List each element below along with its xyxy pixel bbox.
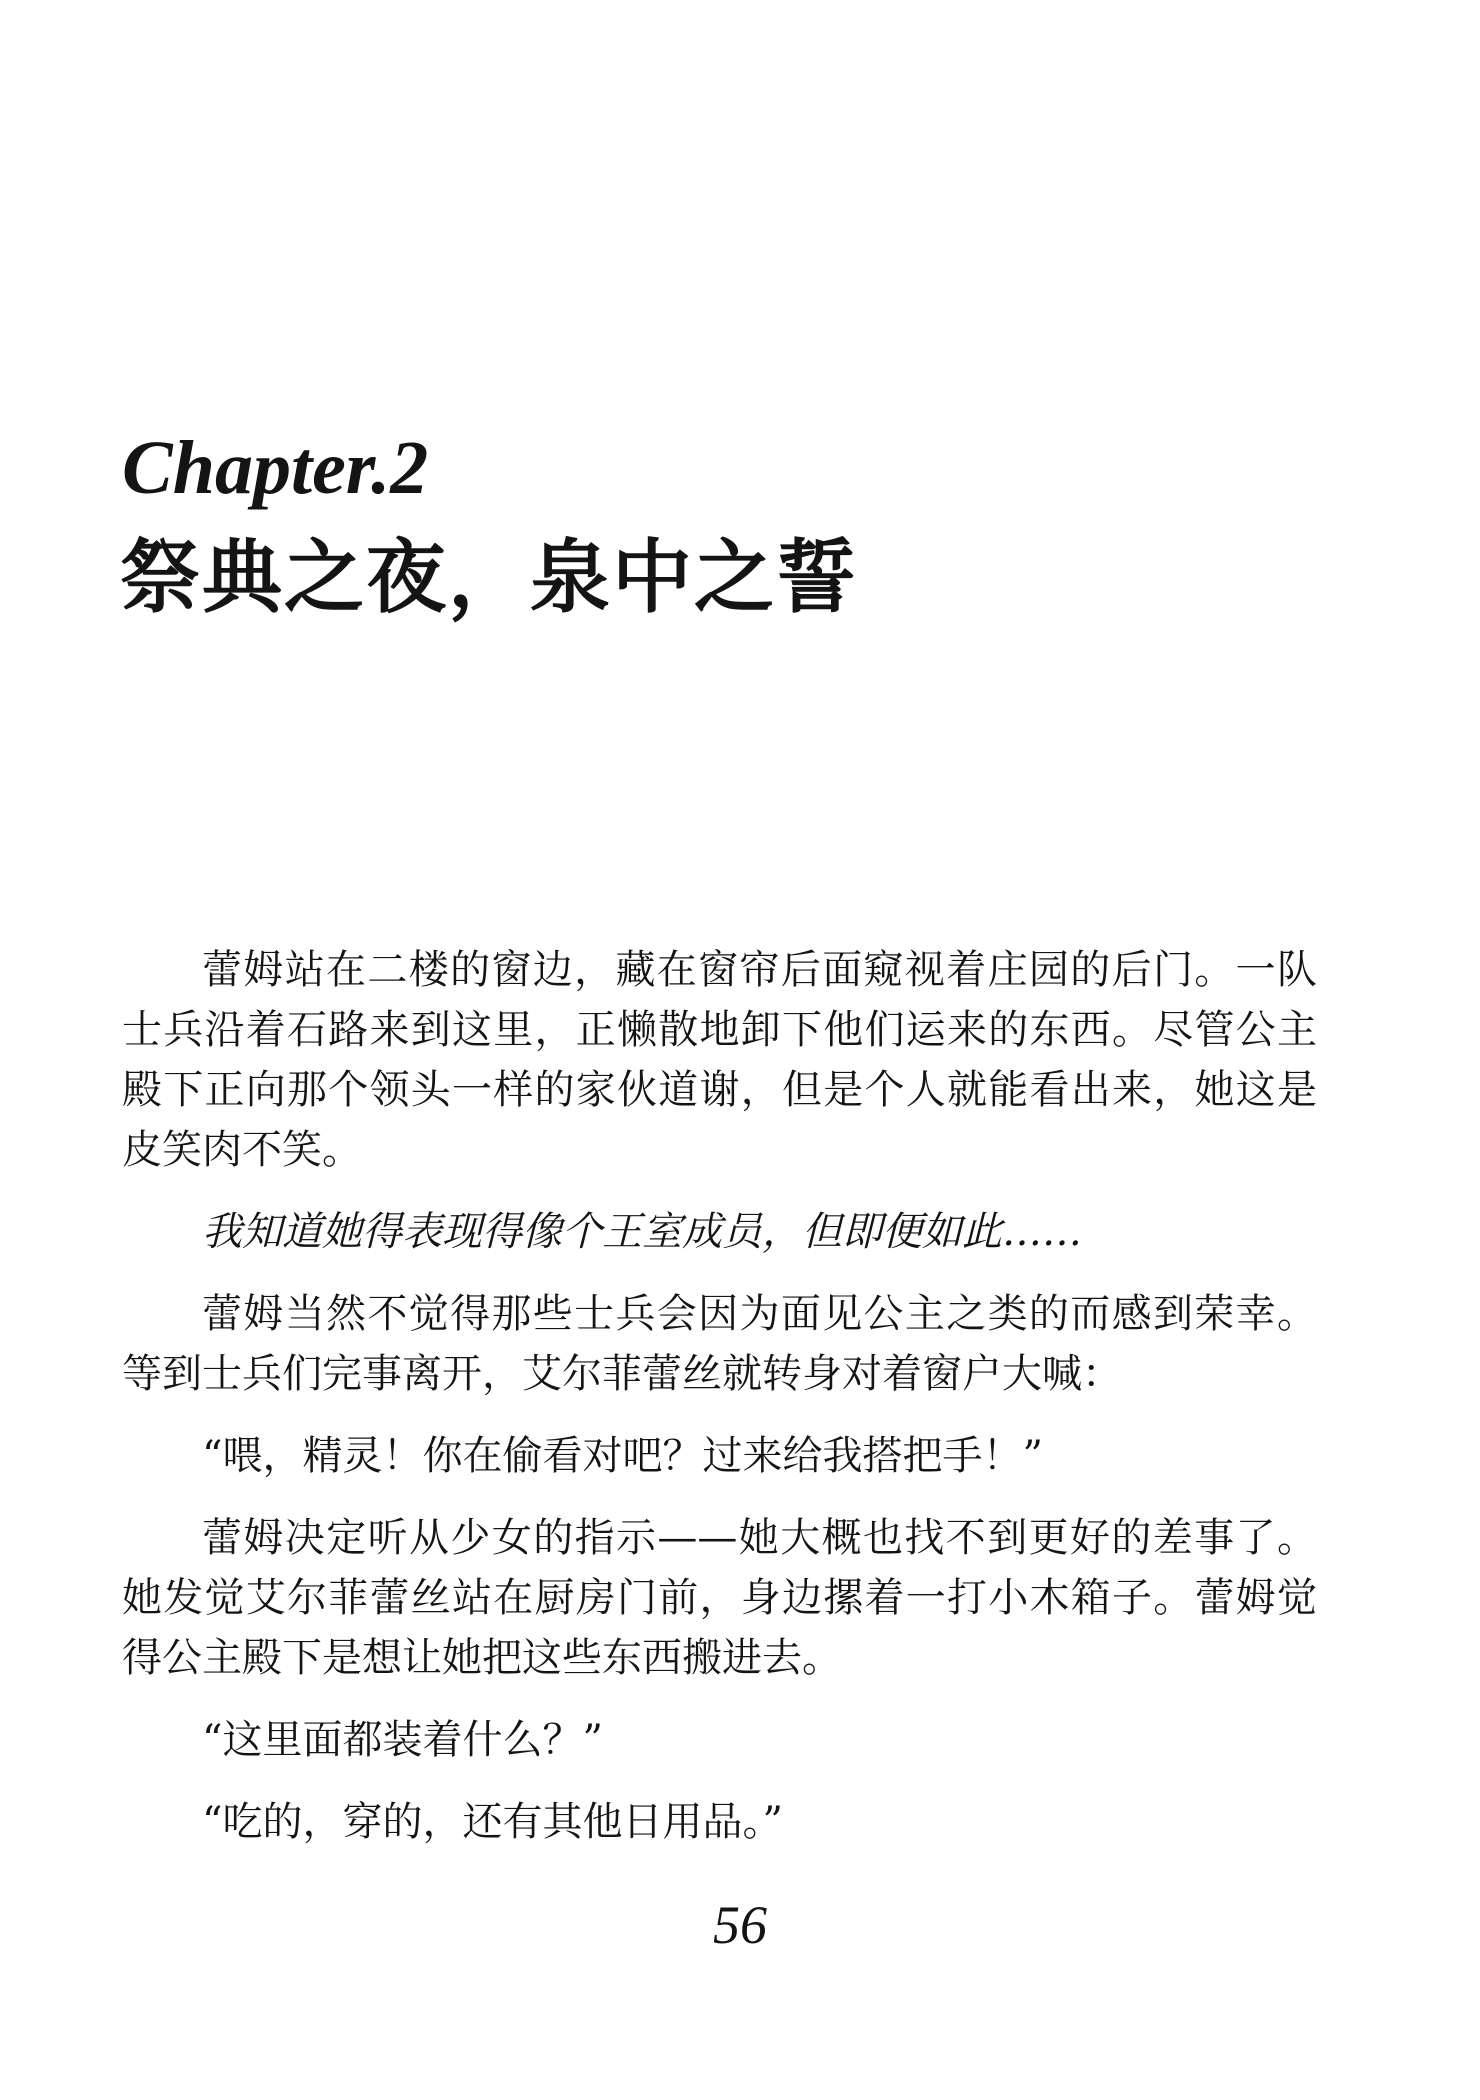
paragraph: 蕾姆站在二楼的窗边，藏在窗帘后面窥视着庄园的后门。一队士兵沿着石路来到这里，正懒散地卸下他们运来的东西。尽管公主殿下正向那个领头一样的家伙道谢，但是个人就能看出来，她这是皮笑肉不笑。 — [122, 947, 1317, 1173]
paragraph: 蕾姆决定听从少女的指示——她大概也找不到更好的差事了。她发觉艾尔菲蕾丝站在厨房门前，身边摞着一打小木箱子。蕾姆觉得公主殿下是想让她把这些东西搬进去。 — [122, 1515, 1317, 1681]
paragraph-inner-thought: 我知道她得表现得像个王室成员，但即便如此…… — [202, 1209, 1082, 1255]
chapter-body — [122, 940, 1317, 1874]
chapter-title: 祭典之夜，泉中之誓 — [120, 531, 858, 624]
paragraph: 蕾姆当然不觉得那些士兵会因为面见公主之类的而感到荣幸。等到士兵们完事离开，艾尔菲蕾丝就转身对着窗户大喊： — [122, 1291, 1317, 1397]
page-number: 56 — [713, 1895, 767, 1955]
chapter-number: Chapter.2 — [122, 426, 429, 510]
paragraph-dialogue: “这里面都装着什么？” — [202, 1717, 603, 1763]
paragraph-dialogue: “喂，精灵！你在偷看对吧？过来给我搭把手！” — [202, 1433, 1043, 1479]
paragraph-dialogue: “吃的，穿的，还有其他日用品。” — [202, 1799, 783, 1845]
